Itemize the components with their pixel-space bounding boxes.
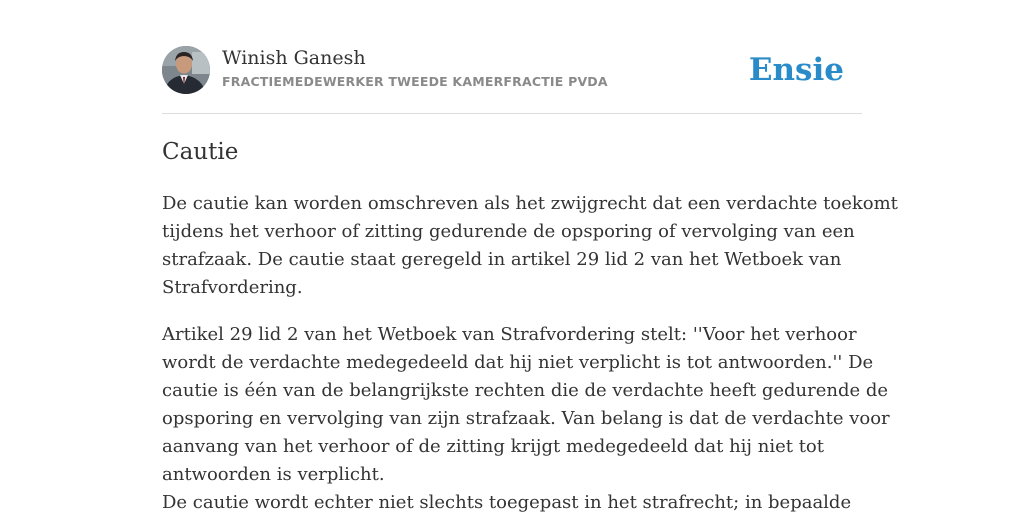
paragraph-line: De cautie wordt echter niet slechts toegepast in het strafrecht; in bepaalde — [162, 492, 852, 512]
ensie-logo[interactable]: Ensie — [748, 52, 844, 88]
header-divider — [162, 113, 862, 114]
author-header — [162, 46, 862, 96]
paragraph-line: wordt de verdachte medegedeeld dat hij niet verplicht is tot antwoorden.'' De — [162, 352, 874, 373]
paragraph-line: Strafvordering. — [162, 277, 303, 298]
paragraph-line: opsporing en vervolging van zijn strafzaak. Van belang is dat de verdachte voor — [162, 408, 890, 429]
avatar-photo — [162, 46, 210, 94]
paragraph-line: tijdens het verhoor of zitting gedurende de opsporing of vervolging van een — [162, 221, 855, 242]
paragraph-line: antwoorden is verplicht. — [162, 464, 385, 485]
article-body — [162, 190, 898, 512]
paragraph-line: De cautie kan worden omschreven als het zwijgrecht dat een verdachte toekomt — [162, 193, 898, 214]
paragraph-line: Artikel 29 lid 2 van het Wetboek van Strafvordering stelt: ''Voor het verhoor — [162, 324, 857, 345]
author-avatar[interactable] — [162, 46, 210, 94]
article-paragraph — [162, 321, 890, 512]
author-role: FRACTIEMEDEWERKER TWEEDE KAMERFRACTIE PVDA — [222, 74, 608, 89]
author-name[interactable]: Winish Ganesh — [222, 47, 366, 69]
paragraph-line: aanvang van het verhoor of de zitting krijgt medegedeeld dat hij niet tot — [162, 436, 824, 457]
article-title: Cautie — [162, 139, 239, 165]
paragraph-line: cautie is één van de belangrijkste rechten die de verdachte heeft gedurende de — [162, 380, 889, 401]
article-paragraph — [162, 190, 898, 302]
paragraph-line: strafzaak. De cautie staat geregeld in artikel 29 lid 2 van het Wetboek van — [162, 249, 842, 270]
